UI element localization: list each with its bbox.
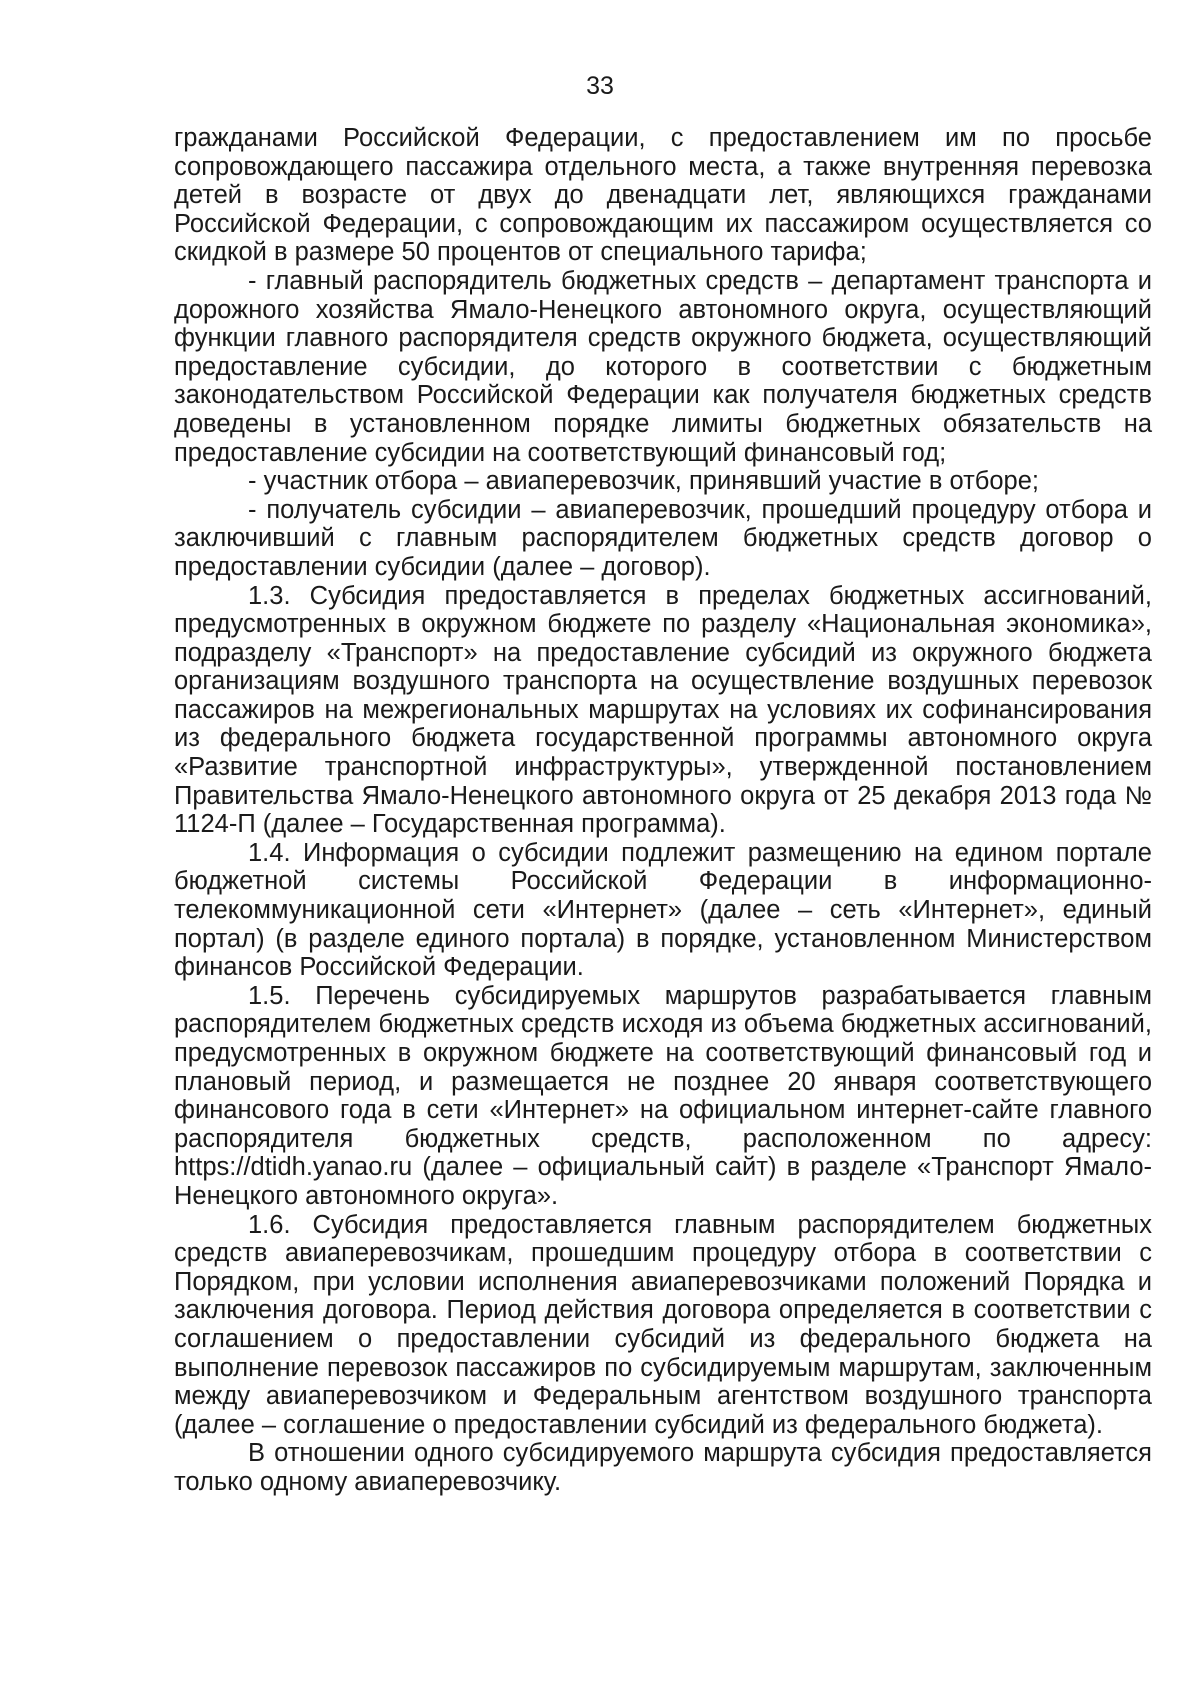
paragraph-single-carrier: В отношении одного субсидируемого маршрута субсидия предоставляется только одному авиаперевозчику. <box>174 1439 1152 1496</box>
page-number: 33 <box>586 72 614 100</box>
paragraph-section-1-4: 1.4. Информация о субсидии подлежит размещению на едином портале бюджетной системы Российской Федерации в информационно-телекоммуникационной сети «Интернет» (далее – сеть «Интернет», единый портал) (в разделе единого портала) в порядке, установленном Министерством финансов Российской Федерации. <box>174 838 1152 982</box>
paragraph-section-1-5: 1.5. Перечень субсидируемых маршрутов разрабатывается главным распорядителем бюджетных средств исходя из объема бюджетных ассигнований, предусмотренных в окружном бюджете на соответствующий финансовый год и плановый период, и размещается не позднее 20 января соответствующего финансового года в сети «Интернет» на официальном интернет-сайте главного распорядителя бюджетных средств, расположенном по адресу: https://dtidh.yanao.ru (далее – официальный сайт) в разделе «Транспорт Ямало-Ненецкого автономного округа». <box>174 981 1152 1210</box>
paragraph-chief-budget-manager: - главный распорядитель бюджетных средств – департамент транспорта и дорожного хозяйства Ямало-Ненецкого автономного округа, осуществляющий функции главного распорядителя средств окружного бюджета, осуществляющий предоставление субсидии, до которого в соответствии с бюджетным законодательством Российской Федерации как получателя бюджетных средств доведены в установленном порядке лимиты бюджетных обязательств на предоставление субсидии на соответствующий финансовый год; <box>174 266 1152 467</box>
document-body <box>174 124 1152 1497</box>
paragraph-selection-participant: - участник отбора – авиаперевозчик, принявший участие в отборе; <box>248 467 1039 496</box>
paragraph-subsidy-recipient: - получатель субсидии – авиаперевозчик, прошедший процедуру отбора и заключивший с главным распорядителем бюджетных средств договор о предоставлении субсидии (далее – договор). <box>174 495 1152 581</box>
paragraph-continuation: гражданами Российской Федерации, с предоставлением им по просьбе сопровождающего пассажира отдельного места, а также внутренняя перевозка детей в возрасте от двух до двенадцати лет, являющихся гражданами Российской Федерации, с сопровождающим их пассажиром осуществляется со скидкой в размере 50 процентов от специального тарифа; <box>174 124 1152 267</box>
paragraph-section-1-3: 1.3. Субсидия предоставляется в пределах бюджетных ассигнований, предусмотренных в окружном бюджете по разделу «Национальная экономика», подразделу «Транспорт» на предоставление субсидий из окружного бюджета организациям воздушного транспорта на осуществление воздушных перевозок пассажиров на межрегиональных маршрутах на условиях их софинансирования из федерального бюджета государственной программы автономного округа «Развитие транспортной инфраструктуры», утвержденной постановлением Правительства Ямало-Ненецкого автономного округа от 25 декабря 2013 года № 1124-П (далее – Государственная программа). <box>174 581 1152 839</box>
paragraph-section-1-6: 1.6. Субсидия предоставляется главным распорядителем бюджетных средств авиаперевозчикам, прошедшим процедуру отбора в соответствии с Порядком, при условии исполнения авиаперевозчиками положений Порядка и заключения договора. Период действия договора определяется в соответствии с соглашением о предоставлении субсидий из федерального бюджета на выполнение перевозок пассажиров по субсидируемым маршрутам, заключенным между авиаперевозчиком и Федеральным агентством воздушного транспорта (далее – соглашение о предоставлении субсидий из федерального бюджета). <box>174 1210 1152 1439</box>
